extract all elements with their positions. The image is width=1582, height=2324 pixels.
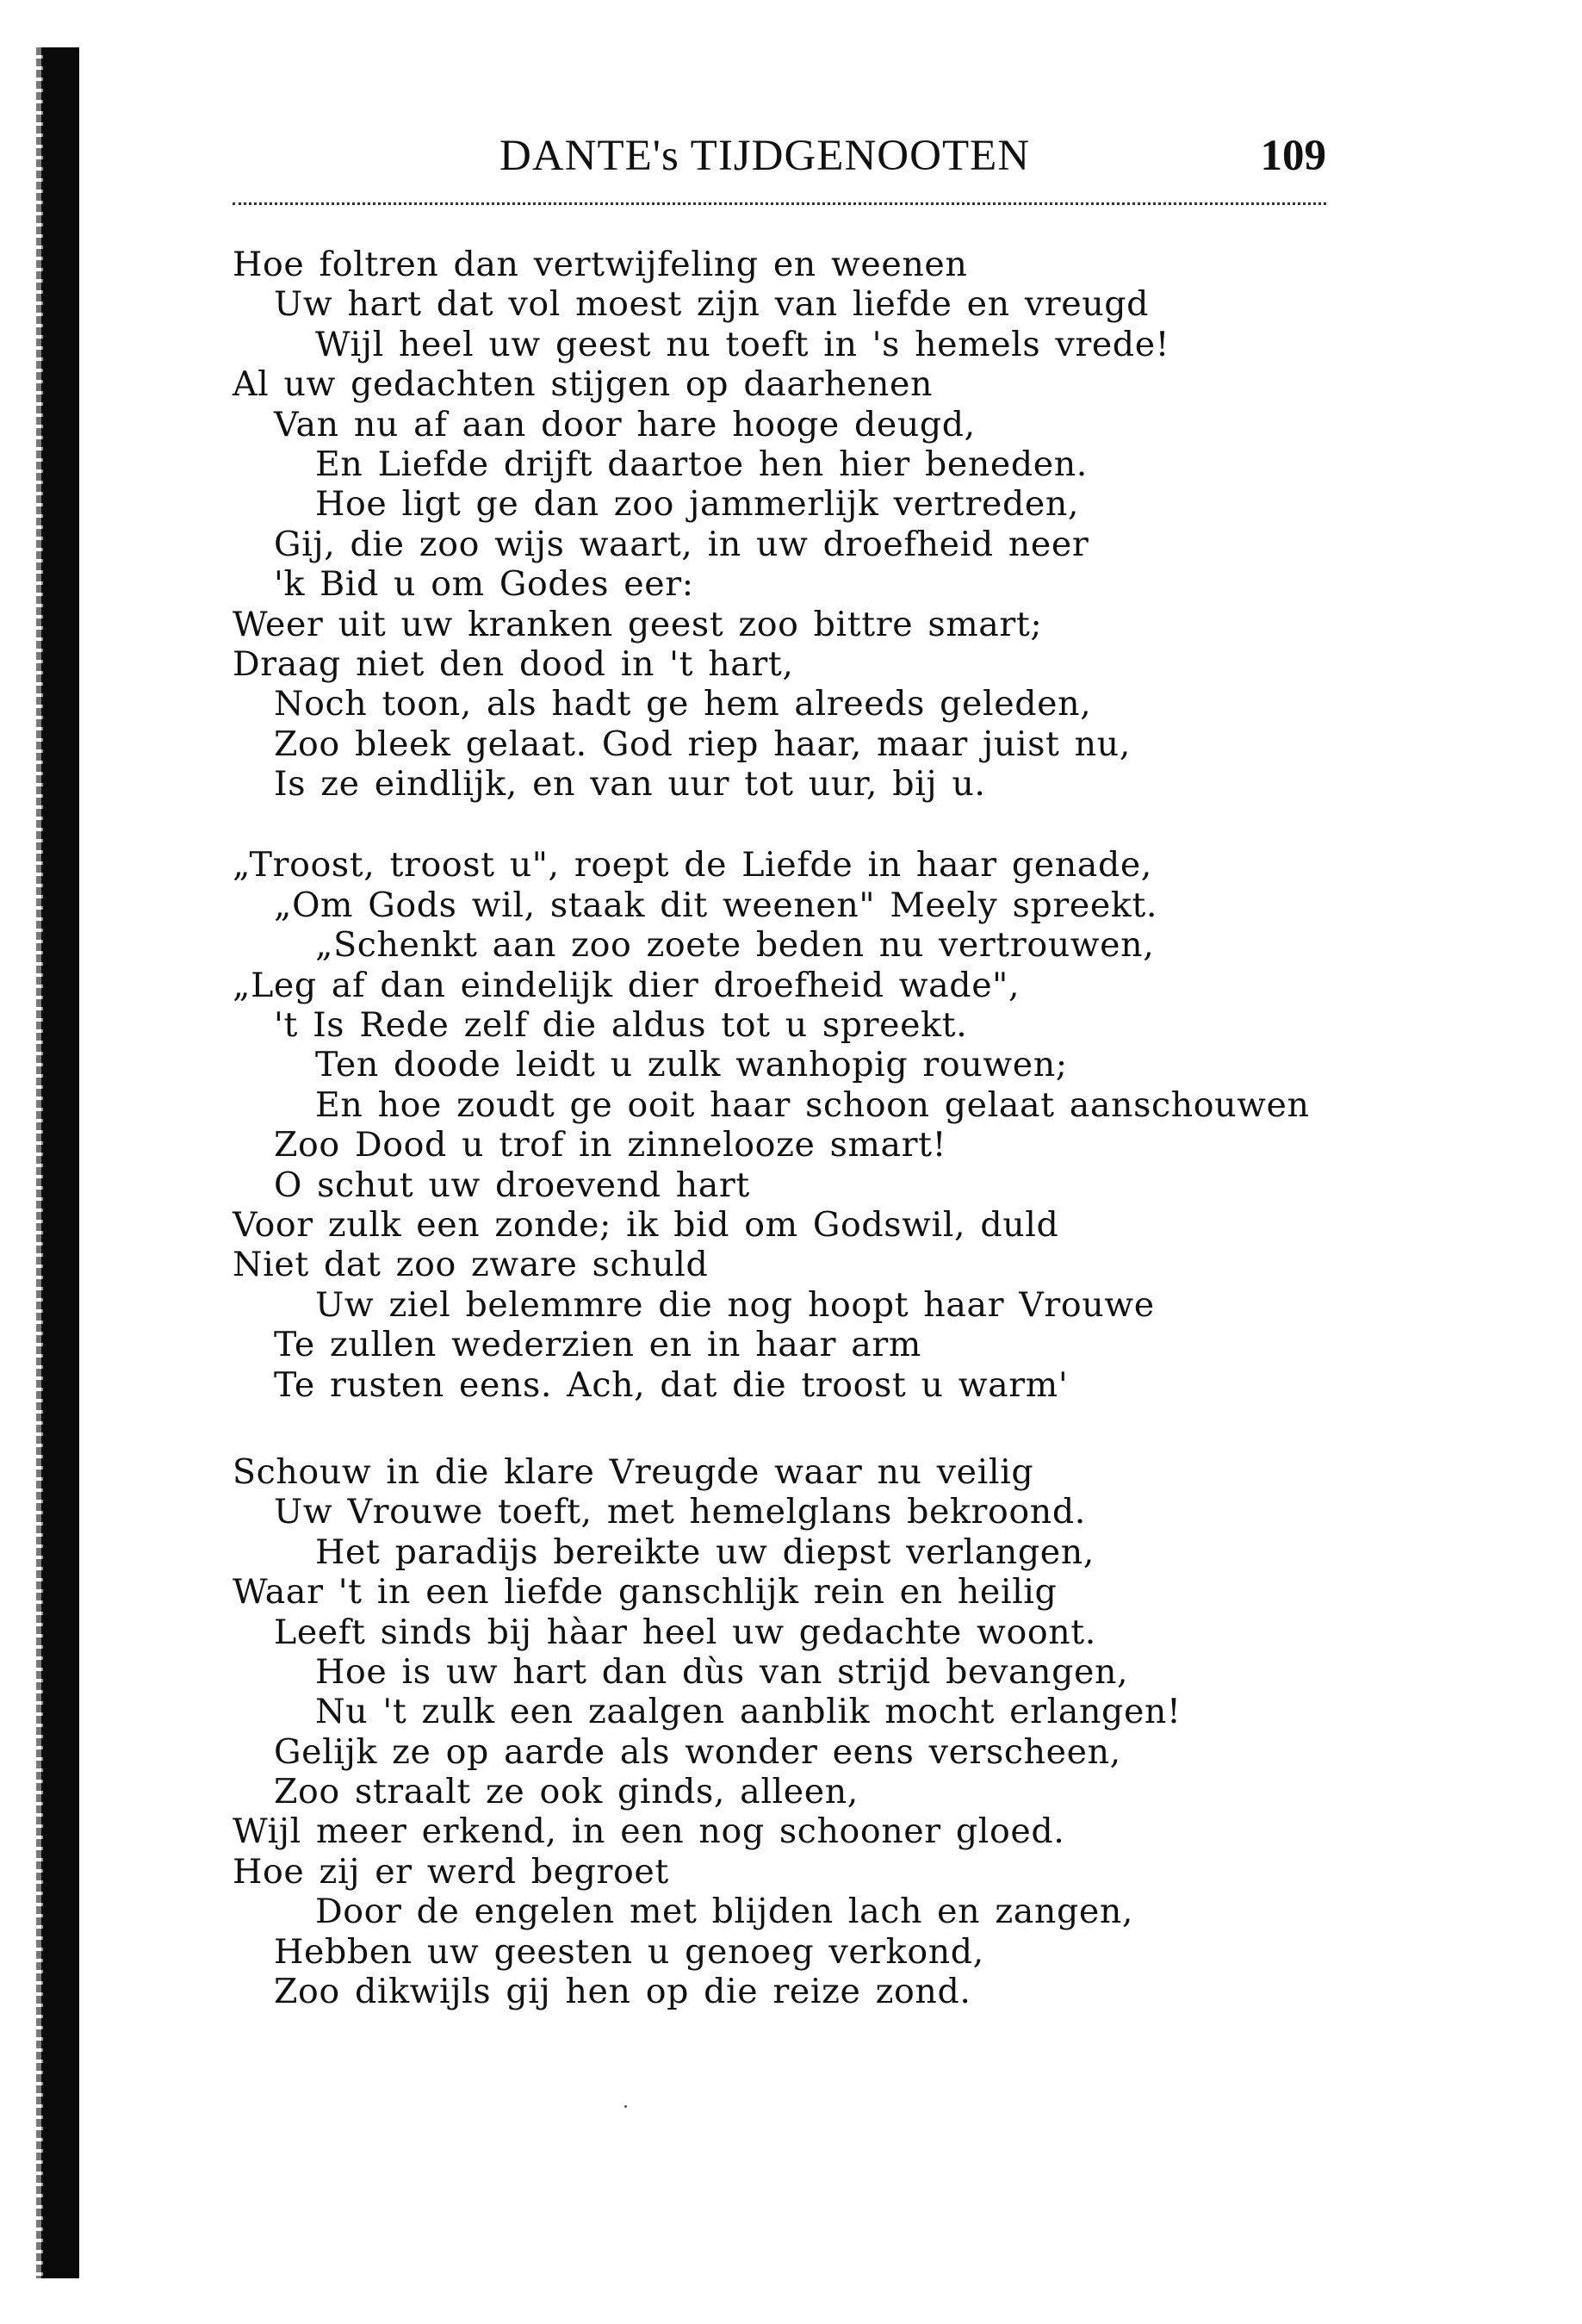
- verse-line: Wijl heel uw geest nu toeft in 's hemels vrede!: [315, 324, 1170, 364]
- verse-line: Voor zulk een zonde; ik bid om Godswil, duld: [233, 1204, 1059, 1245]
- running-head-title: DANTE's TIJDGENOOTEN: [499, 132, 1031, 180]
- verse-line: Ten doode leidt u zulk wanhopig rouwen;: [315, 1045, 1068, 1085]
- verse-line: Zoo dikwijls gij hen op die reize zond.: [274, 1972, 971, 2012]
- verse-line: Hoe foltren dan vertwijfeling en weenen: [233, 245, 968, 284]
- verse-line: En hoe zoudt ge ooit haar schoon gelaat aanschouwen: [315, 1084, 1310, 1125]
- stanza-break: [233, 804, 1335, 845]
- header-dotted-rule: [233, 202, 1326, 205]
- verse-line: Uw Vrouwe toeft, met hemelglans bekroond.: [274, 1492, 1086, 1532]
- print-speck: [624, 2105, 627, 2108]
- verse-line: „Leg af dan eindelijk dier droefheid wade",: [233, 965, 1021, 1005]
- verse-line: Niet dat zoo zware schuld: [233, 1245, 709, 1285]
- verse-line: Te zullen wederzien en in haar arm: [274, 1325, 921, 1365]
- verse-line: Leeft sinds bij hàar heel uw gedachte woont.: [274, 1612, 1096, 1652]
- verse-line: „Troost, troost u", roept de Liefde in haar genade,: [233, 845, 1152, 885]
- verse-line: En Liefde drijft daartoe hen hier beneden.: [315, 444, 1088, 484]
- verse-line: Is ze eindlijk, en van uur tot uur, bij u.: [274, 764, 986, 805]
- verse-line: Hoe ligt ge dan zoo jammerlijk vertreden,: [315, 484, 1080, 525]
- verse-line: „Schenkt aan zoo zoete beden nu vertrouwen,: [315, 925, 1155, 966]
- verse-line: Hebben uw geesten u genoeg verkond,: [274, 1931, 984, 1972]
- verse-line: Schouw in die klare Vreugde waar nu veilig: [233, 1451, 1034, 1492]
- page-number: 109: [1260, 132, 1326, 180]
- verse-line: Uw hart dat vol moest zijn van liefde en vreugd: [274, 284, 1149, 325]
- verse-line: Wijl meer erkend, in een nog schooner gloed.: [233, 1811, 1065, 1852]
- verse-line: Noch toon, als hadt ge hem alreeds geleden,: [274, 684, 1092, 724]
- verse-line: Te rusten eens. Ach, dat die troost u warm': [274, 1364, 1069, 1405]
- verse-line: Zoo Dood u trof in zinnelooze smart!: [274, 1125, 947, 1165]
- verse-line: Zoo straalt ze ook ginds, alleen,: [274, 1772, 859, 1812]
- verse-line: Door de engelen met blijden lach en zangen,: [315, 1892, 1134, 1932]
- verse-line: Waar 't in een liefde ganschlijk rein en heilig: [233, 1572, 1058, 1613]
- running-head: [233, 131, 1326, 191]
- verse-line: Gij, die zoo wijs waart, in uw droefheid neer: [274, 524, 1089, 564]
- poem-text: [233, 245, 1335, 2011]
- verse-line: 't Is Rede zelf die aldus tot u spreekt.: [274, 1005, 968, 1046]
- verse-line: Hoe is uw hart dan dùs van strijd bevangen,: [315, 1651, 1129, 1692]
- verse-line: Gelijk ze op aarde als wonder eens verscheen,: [274, 1731, 1121, 1772]
- verse-line: „Om Gods wil, staak dit weenen" Meely spreekt.: [274, 885, 1157, 925]
- verse-line: Zoo bleek gelaat. God riep haar, maar juist nu,: [274, 724, 1131, 764]
- verse-line: Uw ziel belemmre die nog hoopt haar Vrouwe: [315, 1284, 1155, 1325]
- verse-line: Weer uit uw kranken geest zoo bittre smart;: [233, 604, 1043, 644]
- stanza-break: [233, 1405, 1335, 1452]
- verse-line: Van nu af aan door hare hooge deugd,: [274, 404, 976, 444]
- verse-line: O schut uw droevend hart: [274, 1165, 750, 1205]
- verse-line: Het paradijs bereikte uw diepst verlangen,: [315, 1532, 1095, 1572]
- verse-line: Al uw gedachten stijgen op daarhenen: [233, 364, 934, 405]
- stanza-3: [233, 1452, 1335, 2011]
- stanza-1: [233, 245, 1335, 804]
- verse-line: Nu 't zulk een zaalgen aanblik mocht erlangen!: [315, 1692, 1182, 1732]
- verse-line: Draag niet den dood in 't hart,: [233, 643, 794, 684]
- verse-line: Hoe zij er werd begroet: [233, 1851, 669, 1892]
- stanza-2: [233, 845, 1335, 1404]
- page-binding-edge: [41, 47, 79, 2278]
- verse-line: 'k Bid u om Godes eer:: [274, 564, 694, 605]
